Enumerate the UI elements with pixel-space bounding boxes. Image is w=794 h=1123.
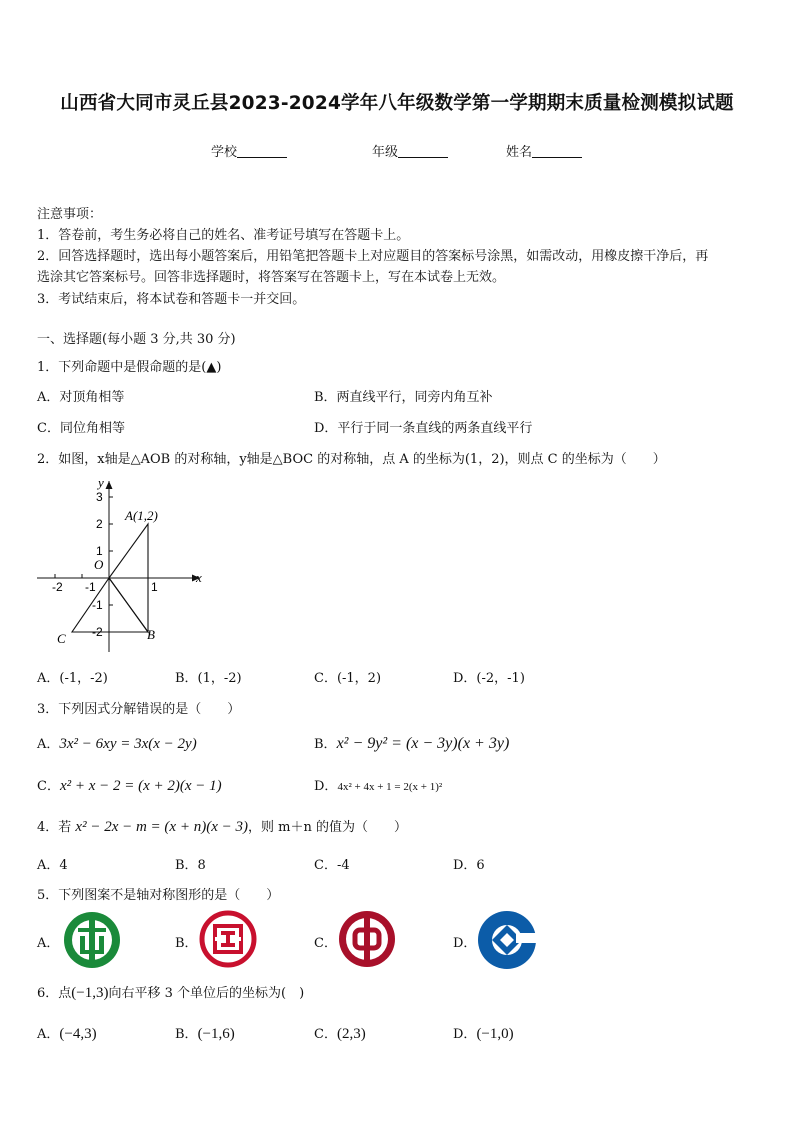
school-label: 学校 xyxy=(211,145,238,160)
q6-option-d xyxy=(453,1023,514,1043)
q4-option-b: B．8 xyxy=(175,858,206,873)
name-label: 姓名 xyxy=(506,145,533,160)
bank-of-china-logo-icon xyxy=(337,909,397,969)
ccb-logo-icon xyxy=(476,909,538,971)
q3-d-label: D． xyxy=(314,779,338,794)
q1-option-c: C．同位角相等 xyxy=(37,421,125,436)
grade-field xyxy=(372,141,448,160)
y-tick-neg1: -1 xyxy=(92,598,103,612)
x-tick-neg1: -1 xyxy=(85,580,96,594)
q6-stem-pre: 6．点 xyxy=(37,986,72,1001)
q6-b-label: B． xyxy=(175,1027,198,1042)
q1-option-b: B．两直线平行，同旁内角互补 xyxy=(314,390,493,405)
q4-stem xyxy=(37,816,407,836)
name-blank xyxy=(532,144,582,158)
q6-option-b xyxy=(175,1023,235,1043)
icbc-logo-icon xyxy=(199,910,257,968)
agricultural-bank-logo-icon xyxy=(62,910,122,970)
q2-option-b: B．(1，-2) xyxy=(175,671,242,686)
q3-d-formula: 4x² + 4x + 1 = 2(x + 1)² xyxy=(337,781,443,793)
notes-heading: 注意事项： xyxy=(37,207,103,222)
q3-option-b xyxy=(314,733,509,753)
label-c: C xyxy=(57,631,66,646)
q6-option-a xyxy=(37,1023,97,1043)
q6-stem-post: 向右平移 3 个单位后的坐标为( ) xyxy=(108,986,305,1001)
q5-stem: 5．下列图案不是轴对称图形的是（ ） xyxy=(37,888,280,903)
q2-option-c: C．(-1，2) xyxy=(314,671,382,686)
q6-a-label: A． xyxy=(37,1027,60,1042)
q5-option-b-label: B． xyxy=(175,936,198,951)
notes-item-2a: 2．回答选择题时，选出每小题答案后，用铅笔把答题卡上对应题目的答案标号涂黑，如需改动，用橡皮擦干净后，再 xyxy=(37,249,709,264)
q5-option-a-label: A． xyxy=(37,936,60,951)
q3-stem: 3．下列因式分解错误的是（ ） xyxy=(37,702,241,717)
q4-stem-post: ，则 m＋n 的值为（ ） xyxy=(247,820,407,835)
q4-option-d: D．6 xyxy=(453,858,485,873)
q3-a-label: A． xyxy=(37,737,60,752)
x-tick-1: 1 xyxy=(151,580,158,594)
section-heading: 一、选择题(每小题 3 分,共 30 分) xyxy=(37,332,236,347)
school-field xyxy=(211,141,287,160)
q2-coordinate-figure xyxy=(34,476,214,656)
q6-b-formula: (−1,6) xyxy=(197,1026,235,1042)
y-tick-1: 1 xyxy=(96,544,103,558)
y-axis-arrow-icon xyxy=(106,481,113,489)
q4-stem-pre: 4．若 xyxy=(37,820,72,835)
notes-item-3: 3．考试结束后，将本试卷和答题卡一并交回。 xyxy=(37,292,306,307)
q6-c-formula: (2,3) xyxy=(336,1026,366,1042)
notes-item-1: 1．答卷前，考生务必将自己的姓名、准考证号填写在答题卡上。 xyxy=(37,228,410,243)
grade-label: 年级 xyxy=(372,145,399,160)
q2-option-a: A．(-1，-2) xyxy=(37,671,108,686)
q3-b-formula: x² − 9y² = (x − 3y)(x + 3y) xyxy=(336,735,510,752)
q3-a-formula: 3x² − 6xy = 3x(x − 2y) xyxy=(59,736,197,752)
q4-stem-formula: x² − 2x − m = (x + n)(x − 3) xyxy=(75,819,248,835)
page-title: 山西省大同市灵丘县2023-2024学年八年级数学第一学期期末质量检测模拟试题 xyxy=(60,93,734,114)
x-tick-neg2: -2 xyxy=(52,580,63,594)
q6-d-formula: (−1,0) xyxy=(476,1026,514,1042)
q3-c-label: C． xyxy=(37,779,60,794)
q3-option-c xyxy=(37,775,222,795)
label-b: B xyxy=(147,627,155,642)
q3-option-d xyxy=(314,775,442,794)
q1-option-d: D．平行于同一条直线的两条直线平行 xyxy=(314,421,533,436)
q3-b-label: B． xyxy=(314,737,337,752)
grade-blank xyxy=(398,144,448,158)
y-tick-2: 2 xyxy=(96,517,103,531)
q2-option-d: D．(-2，-1) xyxy=(453,671,525,686)
school-blank xyxy=(237,144,287,158)
q6-c-label: C． xyxy=(314,1027,337,1042)
label-a: A(1,2) xyxy=(125,508,158,523)
q1-option-a: A．对顶角相等 xyxy=(37,390,125,405)
label-o: O xyxy=(94,557,104,572)
name-field xyxy=(506,141,582,160)
q4-option-c: C．-4 xyxy=(314,858,350,873)
q5-option-d-label: D． xyxy=(453,936,477,951)
q6-d-label: D． xyxy=(453,1027,477,1042)
q6-stem xyxy=(37,982,304,1002)
y-tick-3: 3 xyxy=(96,490,103,504)
label-x: x xyxy=(196,570,202,585)
q3-option-a xyxy=(37,733,197,753)
q6-stem-formula: (−1,3) xyxy=(71,985,109,1001)
y-tick-neg2: -2 xyxy=(92,625,103,639)
q6-option-c xyxy=(314,1023,366,1043)
q3-c-formula: x² + x − 2 = (x + 2)(x − 1) xyxy=(59,778,222,794)
q1-stem: 1．下列命题中是假命题的是(▲) xyxy=(37,360,222,375)
q2-stem: 2．如图，x轴是△AOB 的对称轴，y轴是△BOC 的对称轴，点 A 的坐标为(1，2)，则点 C 的坐标为（ ） xyxy=(37,452,666,467)
label-y: y xyxy=(98,476,104,490)
q5-option-c-label: C． xyxy=(314,936,337,951)
q4-option-a: A．4 xyxy=(37,858,68,873)
notes-item-2b: 选涂其它答案标号。回答非选择题时，将答案写在答题卡上，写在本试卷上无效。 xyxy=(37,270,506,285)
q6-a-formula: (−4,3) xyxy=(59,1026,97,1042)
